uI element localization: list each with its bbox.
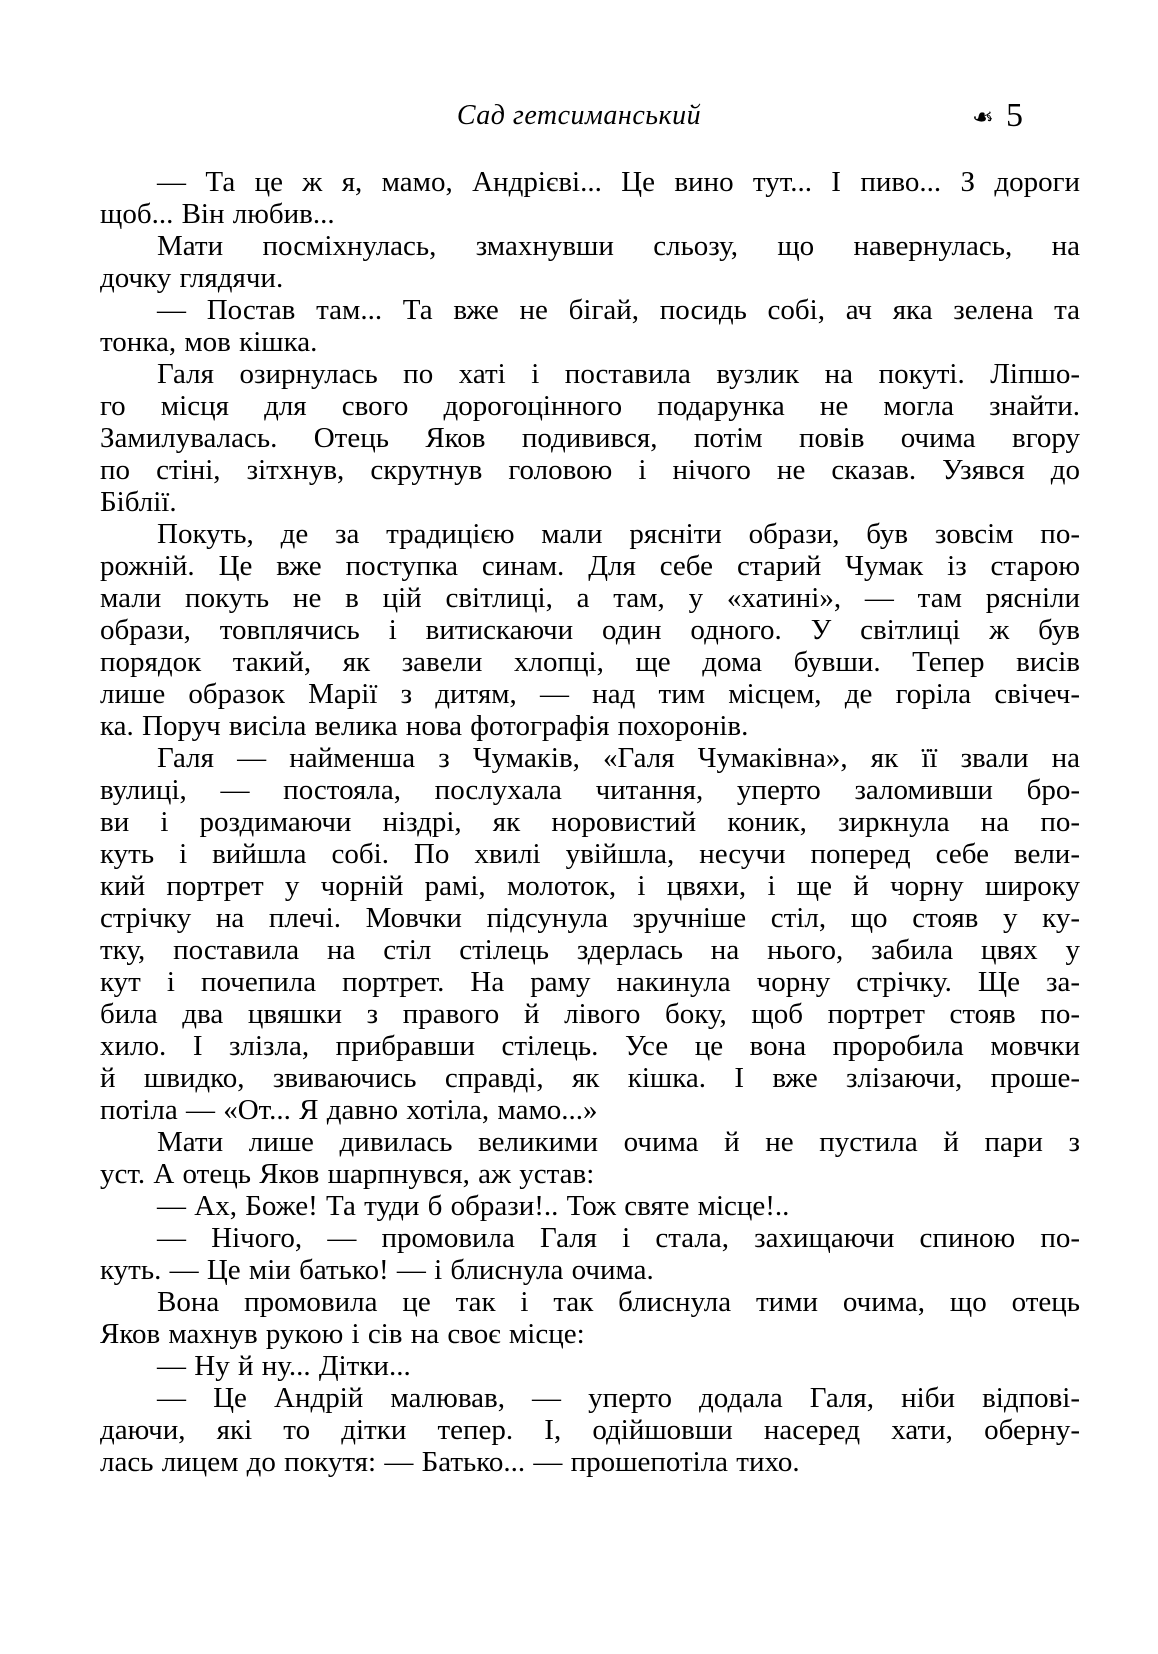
text-line: тку, поставила на стіл стілець здерлась на нього, забила цвях у bbox=[100, 934, 1080, 966]
text-line: Покуть, де за традицією мали рясніти образи, був зовсім по- bbox=[157, 518, 1080, 550]
text-line: й швидко, звиваючись справді, як кішка. І вже злізаючи, проше- bbox=[100, 1062, 1080, 1094]
text-line: Замилувалась. Отець Яков подивився, потім повів очима вгору bbox=[100, 422, 1080, 454]
text-line: потіла — «От... Я давно хотіла, мамо...» bbox=[100, 1094, 598, 1126]
paragraph bbox=[100, 1350, 1080, 1382]
paragraph bbox=[100, 294, 1080, 358]
paragraph bbox=[100, 1286, 1080, 1350]
text-line: рожній. Це вже поступка синам. Для себе старий Чумак із старою bbox=[100, 550, 1080, 582]
paragraph bbox=[100, 358, 1080, 518]
text-line: Вона промовила це так і так блиснула тими очима, що отець bbox=[157, 1286, 1080, 1318]
text-line: Галя — найменша з Чумаків, «Галя Чумаківна», як її звали на bbox=[157, 742, 1080, 774]
text-line: — Ах, Боже! Та туди б образи!.. Тож святе місце!.. bbox=[157, 1190, 790, 1222]
text-line: Мати посміхнулась, змахнувши сльозу, що навернулась, на bbox=[157, 230, 1080, 262]
text-line: стрічку на плечі. Мовчки підсунула зручніше стіл, що стояв у ку- bbox=[100, 902, 1080, 934]
paragraph bbox=[100, 1222, 1080, 1286]
text-line: Галя озирнулась по хаті і поставила вузлик на покуті. Ліпшо- bbox=[157, 358, 1080, 390]
text-line: дочку глядячи. bbox=[100, 262, 284, 294]
text-line: ви і роздимаючи ніздрі, як норовистий коник, зиркнула на по- bbox=[100, 806, 1080, 838]
text-line: била два цвяшки з правого й лівого боку, щоб портрет стояв по- bbox=[100, 998, 1080, 1030]
paragraph bbox=[100, 166, 1080, 230]
text-line: щоб... Він любив... bbox=[100, 198, 335, 230]
text-line: по стіні, зітхнув, скрутнув головою і нічого не сказав. Узявся до bbox=[100, 454, 1080, 486]
text-line: уст. А отець Яков шарпнувся, аж устав: bbox=[100, 1158, 595, 1190]
running-head-title: Сад гетсиманський bbox=[456, 100, 702, 131]
paragraph bbox=[100, 1382, 1080, 1478]
body-text bbox=[100, 166, 1080, 1478]
paragraph bbox=[100, 1190, 1080, 1222]
paragraph bbox=[100, 742, 1080, 1126]
paragraph bbox=[100, 230, 1080, 294]
text-line: — Постав там... Та вже не бігай, посидь собі, ач яка зелена та bbox=[157, 294, 1080, 326]
text-line: кут і почепила портрет. На раму накинула чорну стрічку. Ще за- bbox=[100, 966, 1080, 998]
text-line: — Та це ж я, мамо, Андрієві... Це вино тут... І пиво... З дороги bbox=[157, 166, 1080, 198]
text-line: куть. — Це міи батько! — і блиснула очима. bbox=[100, 1254, 654, 1286]
text-line: — Ну й ну... Дітки... bbox=[157, 1350, 411, 1382]
text-line: Біблії. bbox=[100, 486, 177, 518]
text-line: ка. Поруч висіла велика нова фотографія похоронів. bbox=[100, 710, 749, 742]
text-line: лише образок Марії з дитям, — над тим місцем, де горіла свічеч- bbox=[100, 678, 1080, 710]
text-line: порядок такий, як завели хлопці, ще дома бувши. Тепер висів bbox=[100, 646, 1080, 678]
text-line: вулиці, — постояла, послухала читання, уперто заломивши бро- bbox=[100, 774, 1080, 806]
paragraph bbox=[100, 518, 1080, 742]
running-head bbox=[0, 98, 1158, 138]
text-line: кий портрет у чорній рамі, молоток, і цвяхи, і ще й чорну широку bbox=[100, 870, 1080, 902]
text-line: Мати лише дивилась великими очима й не пустила й пари з bbox=[157, 1126, 1080, 1158]
text-line: тонка, мов кішка. bbox=[100, 326, 318, 358]
text-line: — Нічого, — промовила Галя і стала, захищаючи спиною по- bbox=[157, 1222, 1080, 1254]
fleuron-ornament-icon: ❧ bbox=[972, 103, 994, 133]
text-line: лась лицем до покутя: — Батько... — прошепотіла тихо. bbox=[100, 1446, 800, 1478]
text-line: Яков махнув рукою і сів на своє місце: bbox=[100, 1318, 585, 1350]
text-line: хило. І злізла, прибравши стілець. Усе це вона проробила мовчки bbox=[100, 1030, 1080, 1062]
text-line: — Це Андрій малював, — уперто додала Галя, ніби відпові- bbox=[157, 1382, 1080, 1414]
text-line: мали покуть не в цій світлиці, а там, у «хатині», — там рясніли bbox=[100, 582, 1080, 614]
text-line: куть і вийшла собі. По хвилі увійшла, несучи поперед себе вели- bbox=[100, 838, 1080, 870]
paragraph bbox=[100, 1126, 1080, 1190]
text-line: го місця для свого дорогоцінного подарунка не могла знайти. bbox=[100, 390, 1080, 422]
page-number-group bbox=[972, 98, 1023, 136]
text-line: образи, товплячись і витискаючи один одного. У світлиці ж був bbox=[100, 614, 1080, 646]
page-number: 5 bbox=[1006, 97, 1023, 134]
text-line: даючи, які то дітки тепер. І, одійшовши насеред хати, оберну- bbox=[100, 1414, 1080, 1446]
